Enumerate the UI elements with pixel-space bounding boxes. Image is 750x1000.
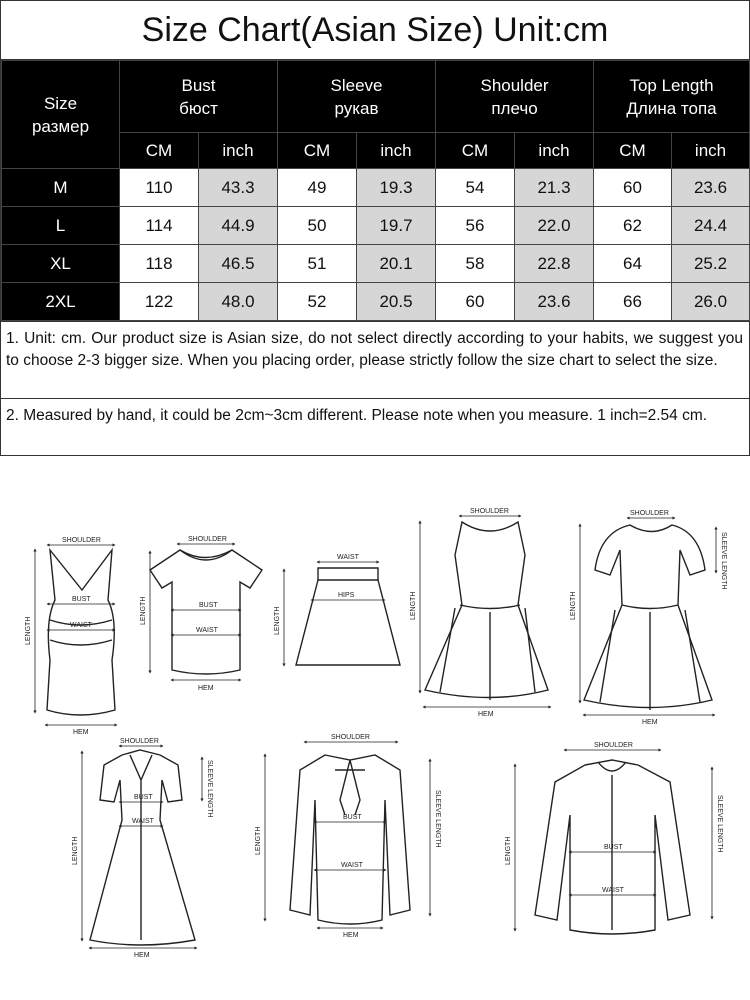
table-cell: 114	[120, 207, 199, 245]
waist-label: WAIST	[602, 887, 624, 894]
camisole-diagram	[25, 537, 116, 736]
hem-label: HEM	[642, 719, 658, 726]
size-header	[2, 61, 120, 169]
table-cell: 20.5	[357, 283, 436, 321]
table-cell: 52	[278, 283, 357, 321]
table-cell: 23.6	[672, 169, 750, 207]
top-length-header-en: Top Length	[629, 75, 714, 95]
sleeveless-dress-diagram	[410, 508, 550, 718]
table-cell: 51	[278, 245, 357, 283]
waist-label: WAIST	[70, 622, 92, 629]
table-cell: 20.1	[357, 245, 436, 283]
waist-label: WAIST	[132, 818, 154, 825]
table-cell: 62	[594, 207, 672, 245]
table-cell: 23.6	[515, 283, 594, 321]
note-unit: 1. Unit: cm. Our product size is Asian size, do not select directly according to your habits, we suggest you to choose 2-3 bigger size. When you placing order, please strictly follow the size chart to select the size.	[1, 321, 749, 398]
table-cell: 56	[436, 207, 515, 245]
bust-label: BUST	[72, 596, 91, 603]
table-cell: 43.3	[199, 169, 278, 207]
table-cell: 24.4	[672, 207, 750, 245]
unit-inch: inch	[357, 133, 436, 169]
sleeve-length-label: SLEEVE LENGTH	[716, 795, 723, 853]
table-cell: 49	[278, 169, 357, 207]
length-label: LENGTH	[410, 591, 417, 620]
shoulder-label: SHOULDER	[120, 738, 159, 745]
bow-blouse-diagram	[255, 734, 441, 939]
size-label: 2XL	[2, 283, 120, 321]
unit-cm: CM	[120, 133, 199, 169]
table-cell: 21.3	[515, 169, 594, 207]
tshirt-diagram	[140, 536, 262, 692]
table-cell: 110	[120, 169, 199, 207]
sleeve-length-label: SLEEVE LENGTH	[434, 790, 441, 848]
sleeve-header	[278, 61, 436, 133]
unit-inch: inch	[515, 133, 594, 169]
table-cell: 26.0	[672, 283, 750, 321]
garment-measurement-diagrams	[0, 470, 750, 1000]
shoulder-label: SHOULDER	[188, 536, 227, 543]
chart-title: Size Chart(Asian Size) Unit:cm	[1, 1, 749, 60]
unit-inch: inch	[672, 133, 750, 169]
header-row	[2, 61, 750, 133]
length-label: LENGTH	[505, 836, 512, 865]
hem-label: HEM	[134, 952, 150, 959]
waist-label: WAIST	[196, 627, 218, 634]
table-cell: 122	[120, 283, 199, 321]
table-cell: 48.0	[199, 283, 278, 321]
table-cell: 66	[594, 283, 672, 321]
bust-header-en: Bust	[181, 75, 216, 95]
shoulder-label: SHOULDER	[630, 510, 669, 517]
table-cell: 46.5	[199, 245, 278, 283]
shoulder-label: SHOULDER	[62, 537, 101, 544]
table-row	[2, 207, 750, 245]
table-cell: 54	[436, 169, 515, 207]
size-table	[1, 60, 750, 321]
waist-label: WAIST	[341, 862, 363, 869]
table-cell: 64	[594, 245, 672, 283]
table-cell: 19.3	[357, 169, 436, 207]
unit-cm: CM	[278, 133, 357, 169]
size-label: M	[2, 169, 120, 207]
unit-cm: CM	[594, 133, 672, 169]
bust-label: BUST	[134, 794, 153, 801]
sleeve-length-label: SLEEVE LENGTH	[206, 760, 213, 818]
shirt-dress-diagram	[72, 738, 213, 959]
table-cell: 118	[120, 245, 199, 283]
hem-label: HEM	[343, 932, 359, 939]
table-cell: 22.8	[515, 245, 594, 283]
size-label: L	[2, 207, 120, 245]
top-length-header-ru: Длина топа	[626, 98, 717, 118]
note-measurement: 2. Measured by hand, it could be 2cm~3cm different. Please note when you measure. 1 inch=2.54 cm.	[1, 398, 749, 455]
table-cell: 19.7	[357, 207, 436, 245]
table-cell: 58	[436, 245, 515, 283]
bust-label: BUST	[604, 844, 623, 851]
table-cell: 44.9	[199, 207, 278, 245]
short-sleeve-dress-diagram	[570, 510, 727, 726]
bust-header-ru: бюст	[179, 98, 218, 118]
table-row	[2, 245, 750, 283]
size-header-en: Size	[43, 93, 78, 113]
table-row	[2, 169, 750, 207]
length-label: LENGTH	[255, 826, 262, 855]
shoulder-label: SHOULDER	[470, 508, 509, 515]
table-cell: 25.2	[672, 245, 750, 283]
size-chart-sheet	[0, 0, 750, 456]
bust-header	[120, 61, 278, 133]
top-length-header	[594, 61, 750, 133]
unit-cm: CM	[436, 133, 515, 169]
hem-label: HEM	[198, 685, 214, 692]
hem-label: HEM	[478, 711, 494, 718]
length-label: LENGTH	[72, 836, 79, 865]
shoulder-label: SHOULDER	[331, 734, 370, 741]
size-label: XL	[2, 245, 120, 283]
hem-label: HEM	[73, 729, 89, 736]
length-label: LENGTH	[570, 591, 577, 620]
shoulder-header	[436, 61, 594, 133]
size-header-ru: размер	[31, 116, 90, 136]
bust-label: BUST	[199, 602, 218, 609]
length-label: LENGTH	[140, 596, 147, 625]
table-cell: 60	[436, 283, 515, 321]
unit-inch: inch	[199, 133, 278, 169]
shoulder-label: SHOULDER	[594, 742, 633, 749]
skirt-diagram	[274, 554, 400, 665]
table-cell: 50	[278, 207, 357, 245]
shoulder-header-ru: плечо	[491, 98, 538, 118]
length-label: LENGTH	[274, 606, 281, 635]
sleeve-length-label: SLEEVE LENGTH	[720, 532, 727, 590]
sleeve-header-en: Sleeve	[330, 75, 383, 95]
long-sleeve-shirt-diagram	[505, 742, 723, 934]
length-label: LENGTH	[25, 616, 32, 645]
waist-label: WAIST	[337, 554, 359, 561]
table-cell: 22.0	[515, 207, 594, 245]
table-cell: 60	[594, 169, 672, 207]
hips-label: HIPS	[338, 592, 355, 599]
table-row	[2, 283, 750, 321]
bust-label: BUST	[343, 814, 362, 821]
sleeve-header-ru: рукав	[334, 98, 379, 118]
shoulder-header-en: Shoulder	[480, 75, 549, 95]
